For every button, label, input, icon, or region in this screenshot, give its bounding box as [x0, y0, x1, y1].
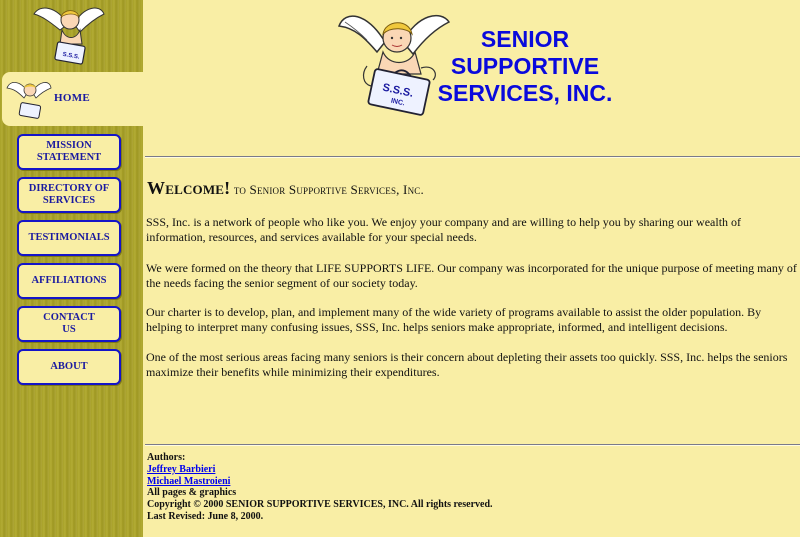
theory-paragraph: We were formed on the theory that LIFE SUPPORTS LIFE. Our company was incorporated for the unique purpose of meeting many of the needs facing the senior segment of our society today.: [146, 261, 797, 290]
nav-testimonials-button[interactable]: TESTIMONIALS: [17, 220, 121, 256]
brand-title: SENIOR SUPPORTIVE SERVICES, INC.: [437, 26, 613, 106]
briefcase-subtext: INC.: [390, 97, 406, 108]
sidebar: [0, 0, 143, 537]
author-link-michael[interactable]: Michael Mastroieni: [147, 475, 231, 487]
welcome-word: Welcome!: [147, 178, 231, 198]
last-revised-text: Last Revised: June 8, 2000.: [147, 510, 264, 522]
main-content: [145, 0, 800, 537]
charter-paragraph: Our charter is to develop, plan, and implement many of the wide variety of programs available to assist the older population. By helping to interpret many confusing issues, SSS, Inc. helps seniors make appropriate, informed, and intelligent decisions.: [146, 305, 762, 334]
top-divider: [145, 156, 800, 158]
nav-contact-us-button[interactable]: CONTACT US: [17, 306, 121, 342]
pages-graphics-line: All pages & graphics: [147, 487, 237, 499]
angel-icon: [6, 78, 52, 122]
intro-paragraph: SSS, Inc. is a network of people who like you. We enjoy your company and are willing to help you by sharing our wealth of information, resources, and services available for your special needs.: [146, 215, 742, 244]
welcome-rest: to Senior Supportive Services, Inc.: [230, 182, 424, 197]
nav-home-label: HOME: [54, 92, 91, 104]
assets-paragraph: One of the most serious areas facing many seniors is their concern about depleting their assets too quickly. SSS, Inc. helps the seniors maximize their benefits while minimizing their expenditures.: [146, 350, 788, 379]
nav-home-tab[interactable]: [2, 72, 143, 126]
author-link-jeffrey[interactable]: Jeffrey Barbieri: [147, 463, 216, 475]
angel-logo-icon: [30, 2, 106, 72]
nav-affiliations-button[interactable]: AFFILIATIONS: [17, 263, 121, 299]
briefcase-text: S.S.S.: [381, 81, 415, 100]
nav-mission-statement-button[interactable]: MISSION STATEMENT: [17, 134, 121, 170]
nav-directory-of-services-button[interactable]: DIRECTORY OF SERVICES: [17, 177, 121, 213]
svg-text:S.S.S.: S.S.S.: [62, 51, 80, 61]
nav-about-button[interactable]: ABOUT: [17, 349, 121, 385]
copyright-text: Copyright © 2000 SENIOR SUPPORTIVE SERVICES, INC. All rights reserved.: [147, 499, 493, 511]
page-title: [147, 178, 424, 199]
footer-divider: [145, 444, 800, 446]
footer: [147, 452, 493, 523]
authors-label: Authors:: [147, 452, 186, 463]
